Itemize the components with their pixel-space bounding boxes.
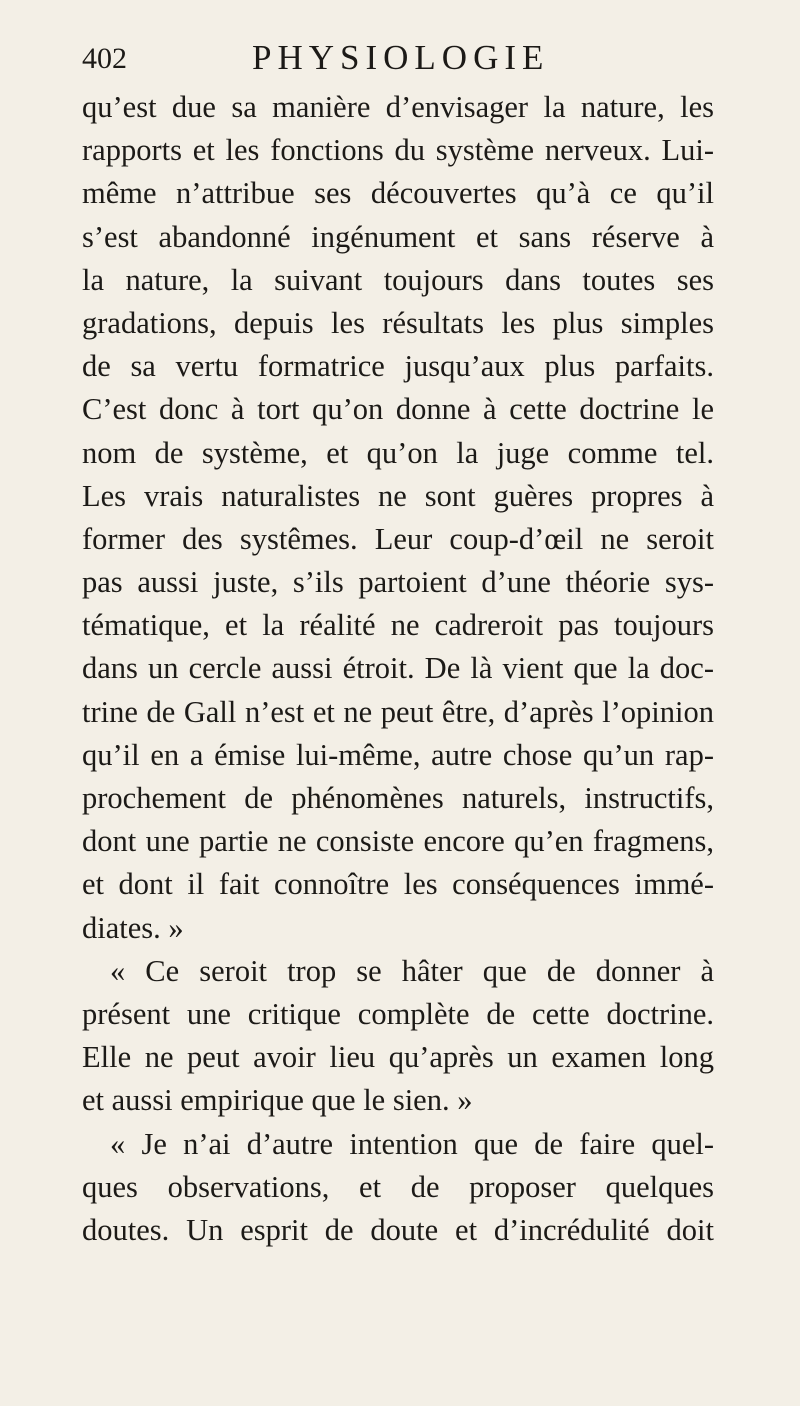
text-line: Les vrais naturalistes ne sont guères propres à xyxy=(82,478,714,513)
text-line: qu’il en a émise lui-même, autre chose qu’un rap- xyxy=(82,737,714,772)
text-line: pas aussi juste, s’ils partoient d’une théorie sys- xyxy=(82,565,714,600)
text-line: de sa vertu formatrice jusqu’aux plus parfaits. xyxy=(82,349,714,384)
text-line: et aussi empirique que le sien. » xyxy=(82,1083,473,1118)
page-header xyxy=(82,38,642,88)
text-line: dans un cercle aussi étroit. De là vient que la doc- xyxy=(82,651,714,686)
text-line: doutes. Un esprit de doute et d’incrédulité doit xyxy=(82,1212,714,1247)
text-line: nom de système, et qu’on la juge comme tel. xyxy=(82,435,714,470)
page-number: 402 xyxy=(82,42,127,75)
running-title: PHYSIOLOGIE xyxy=(252,38,550,77)
text-line: dont une partie ne consiste encore qu’en fragmens, xyxy=(82,824,714,859)
text-line: tématique, et la réalité ne cadreroit pas toujours xyxy=(82,608,714,643)
body-text xyxy=(82,86,714,1252)
text-line: s’est abandonné ingénument et sans réserve à xyxy=(82,219,714,254)
text-line: prochement de phénomènes naturels, instructifs, xyxy=(82,781,714,815)
text-line: gradations, depuis les résultats les plus simples xyxy=(82,305,714,340)
text-line: former des systêmes. Leur coup-d’œil ne seroit xyxy=(82,521,714,556)
text-line: même n’attribue ses découvertes qu’à ce qu’il xyxy=(82,176,714,211)
text-line: la nature, la suivant toujours dans toutes ses xyxy=(82,262,714,297)
text-line: « Je n’ai d’autre intention que de faire quel- xyxy=(110,1126,714,1161)
text-line: et dont il fait connoître les conséquences immé- xyxy=(82,867,714,902)
text-line: diates. » xyxy=(82,910,184,945)
text-line: présent une critique complète de cette doctrine. xyxy=(82,996,714,1031)
text-line: ques observations, et de proposer quelques xyxy=(82,1169,714,1204)
text-line: rapports et les fonctions du système nerveux. Lui- xyxy=(82,133,714,168)
text-line: qu’est due sa manière d’envisager la nature, les xyxy=(82,90,714,124)
text-line: C’est donc à tort qu’on donne à cette doctrine le xyxy=(82,392,714,427)
text-line: « Ce seroit trop se hâter que de donner à xyxy=(110,953,714,988)
text-line: Elle ne peut avoir lieu qu’après un examen long xyxy=(82,1040,714,1075)
text-line: trine de Gall n’est et ne peut être, d’après l’opinion xyxy=(82,694,714,729)
